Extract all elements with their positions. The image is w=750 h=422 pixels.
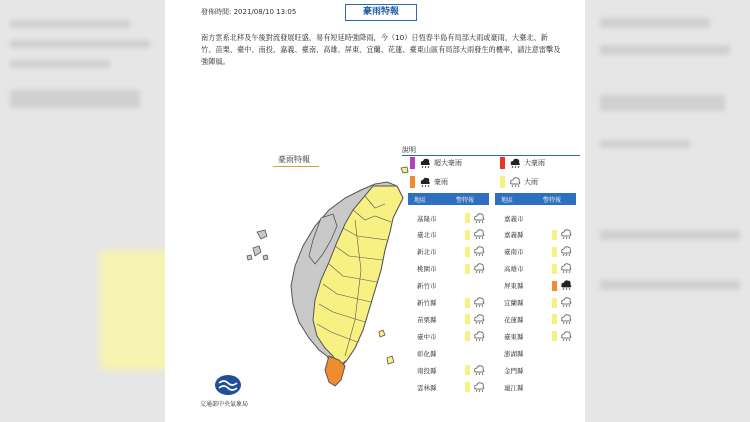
table-row	[504, 295, 572, 311]
region-name: 連江縣	[504, 383, 524, 392]
region-name: 基隆市	[417, 214, 437, 223]
table-row	[417, 278, 465, 294]
region-name: 新竹縣	[417, 299, 437, 307]
region-name: 新竹市	[417, 282, 437, 291]
table-header-left	[408, 193, 489, 205]
orchid-island	[387, 356, 394, 364]
table-row	[417, 379, 485, 395]
table-row	[504, 278, 572, 294]
cloud-rain-icon	[465, 382, 485, 393]
col-warning-left: 警特報	[456, 196, 475, 204]
legend-label-torrential: 豪雨	[434, 178, 448, 186]
legend-divider	[402, 155, 580, 156]
kinmen-island	[257, 230, 267, 239]
table-row	[417, 227, 485, 243]
cloud-rain-icon	[465, 314, 485, 325]
taiwan-warning-map	[225, 160, 435, 390]
cloud-rain-icon	[552, 314, 572, 325]
table-row	[504, 227, 572, 243]
region-name: 臺中市	[417, 332, 437, 341]
table-row	[417, 328, 485, 344]
legend-extreme-torrential	[500, 157, 545, 169]
cloud-rain-icon	[552, 331, 572, 342]
region-name: 雲林縣	[417, 383, 437, 392]
cloud-rain-icon	[465, 297, 485, 308]
table-row	[504, 210, 552, 226]
region-name: 彰化縣	[417, 349, 437, 358]
cloud-rain-icon	[465, 331, 485, 342]
region-name: 南投縣	[417, 366, 437, 375]
green-island	[379, 330, 385, 337]
issue-time: 發佈時間: 2021/08/10 13:05	[201, 8, 297, 16]
cloud-rain-icon	[465, 213, 485, 224]
table-row	[417, 210, 485, 226]
cloud-rain-icon	[465, 263, 485, 274]
region-name: 桃園市	[417, 265, 437, 274]
legend-label: 說明	[402, 146, 416, 154]
region-name: 花蓮縣	[504, 315, 524, 324]
legend-super-torrential	[410, 157, 462, 169]
table-row	[504, 379, 552, 395]
cloud-rain-icon	[465, 246, 485, 257]
dark-cloud-rain-icon	[419, 158, 431, 169]
region-name: 嘉義縣	[504, 231, 524, 240]
col-warning-right: 警特報	[543, 196, 562, 204]
table-row	[417, 345, 465, 361]
page-title: 豪雨特報	[345, 4, 417, 21]
table-row	[504, 328, 572, 344]
legend-label-heavy: 大雨	[524, 178, 538, 186]
map-title: 豪雨特報	[278, 155, 310, 164]
region-name: 澎湖縣	[504, 349, 524, 358]
bulletin-description: 南方雲系北移及午後對流發展旺盛，易有短延時強降雨，今（10）日恆春半島有局部大雨或豪雨，大臺北、新竹、苗栗、臺中、南投、嘉義、臺南、高雄、屏東、宜蘭、花蓮、臺東山區有局部大雨發生的機率，請注意雷擊及強陣風。	[201, 33, 561, 66]
legend-label-extreme: 大豪雨	[524, 159, 545, 167]
cloud-rain-icon	[552, 297, 572, 308]
table-row	[417, 244, 485, 260]
region-name: 臺南市	[504, 248, 524, 257]
table-row	[504, 362, 552, 378]
region-name: 臺北市	[417, 231, 437, 240]
dark-cloud-rain-icon	[552, 280, 572, 291]
dark-cloud-rain-icon	[419, 177, 431, 188]
table-row	[417, 295, 485, 311]
col-region-left: 地區	[414, 196, 427, 204]
region-name: 高雄市	[504, 265, 524, 274]
region-name: 嘉義市	[504, 214, 524, 223]
region-name: 宜蘭縣	[504, 299, 524, 307]
cloud-rain-icon	[552, 246, 572, 257]
region-name: 苗栗縣	[417, 315, 437, 324]
dark-cloud-rain-icon	[509, 158, 521, 169]
table-header-right	[495, 193, 576, 205]
blurred-background-left	[0, 0, 165, 422]
cwb-logo-icon	[214, 374, 242, 396]
table-row	[504, 345, 552, 361]
penghu-islands	[253, 246, 261, 256]
blurred-background-right	[585, 0, 750, 422]
region-name: 屏東縣	[504, 282, 524, 291]
cloud-rain-icon	[465, 365, 485, 376]
legend-label-super: 超大豪雨	[434, 159, 462, 167]
col-region-right: 地區	[501, 196, 514, 204]
table-row	[504, 311, 572, 327]
legend-heavy-rain	[500, 176, 538, 188]
table-row	[417, 362, 485, 378]
matsu-island	[401, 167, 408, 173]
cloud-rain-icon	[552, 263, 572, 274]
agency-name: 交通部中央氣象局	[200, 401, 249, 408]
region-name: 金門縣	[504, 366, 524, 375]
table-row	[504, 244, 572, 260]
region-name: 新北市	[417, 248, 437, 257]
heavy-rain-bulletin-card	[165, 0, 585, 422]
region-name: 臺東縣	[504, 332, 524, 341]
legend-torrential	[410, 176, 448, 188]
table-row	[504, 261, 572, 277]
cloud-rain-icon	[552, 229, 572, 240]
table-row	[417, 261, 485, 277]
cloud-rain-icon	[465, 229, 485, 240]
table-row	[417, 311, 485, 327]
cloud-rain-icon	[509, 177, 521, 188]
